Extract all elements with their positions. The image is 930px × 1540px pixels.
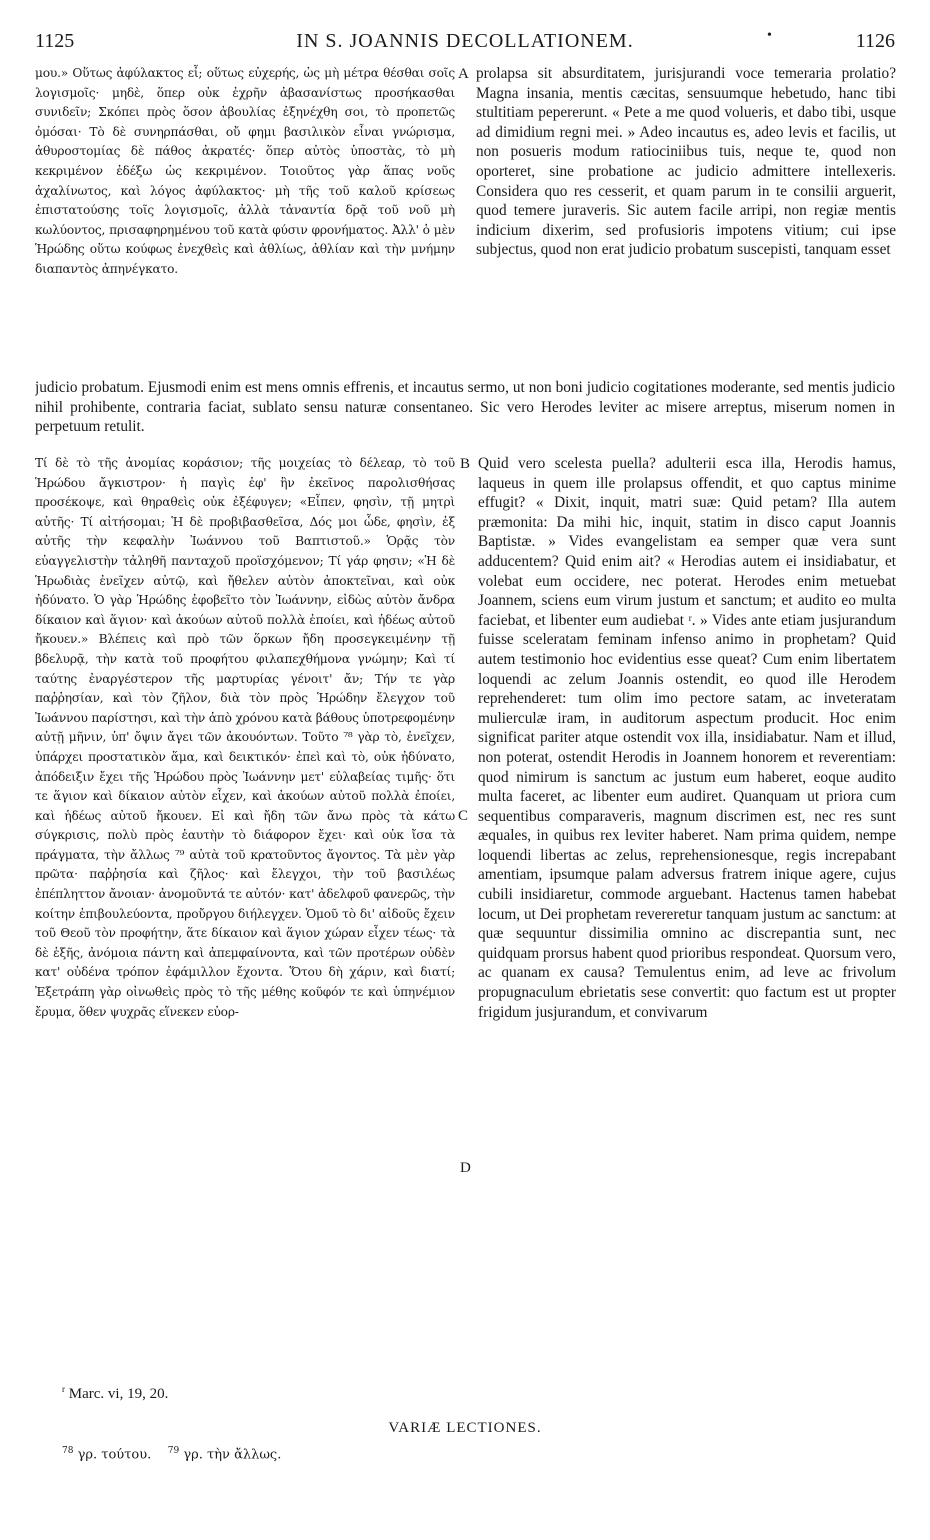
margin-marker-d: D [460, 1160, 471, 1176]
margin-marker-c: C [458, 808, 469, 824]
variant-79-number: 79 [167, 1446, 180, 1456]
page-number-left: 1125 [35, 30, 75, 52]
variae-lectiones-title: VARIÆ LECTIONES. [388, 1420, 542, 1436]
full-width-latin-paragraph: judicio probatum. Ejusmodi enim est mens omnis effrenis, et incautus sermo, ut non boni judicio cogitationes moderante, sed mentis judicio nihil prohibente, contraria faciat, sublato sensu naturæ consentaneo. Sic vero Herodes leviter ac misere arreptus, miserum nomen in perpetuum retulit. [35, 379, 895, 436]
page-number-right: 1126 [855, 30, 895, 52]
variant-79-text: γρ. τὴν ἄλλως. [183, 1447, 282, 1463]
margin-marker-b: B [460, 456, 471, 472]
running-title: IN S. JOANNIS DECOLLATIONEM. [296, 30, 634, 52]
variant-78-number: 78 [62, 1446, 74, 1456]
latin-column-section1: prolapsa sit absurditatem, jurisjurandi voce temeraria prolatio? Magna insania, mentis cæcitas, sensuumque hebetudo, hanc tibi stultitiam pepererunt. « Pete a me quod volueris, et dabo tibi, usque ad dimidium regni mei. » Adeo incautus es, adeo levis et facilis, ut non posueris modum ratiociniibus tuis, neque te, quod non oporteret, sine probatione ac judicio admittere intellexeris. Considera quo res cesserit, et quam parum in te consilii arguerit, quod temere juraveris. Sic autem facile arripi, non regiæ mentis indicium dixerim, sed profusioris impotens vitium; cui ipse subjectus, quod non erat judicio probatum suscepisti, tanquam esset [476, 65, 896, 259]
running-header [35, 30, 895, 56]
variant-78-text: γρ. τούτου. [77, 1447, 152, 1463]
footnote-text: Marc. vi, 19, 20. [68, 1386, 169, 1402]
variae-lectiones-list [62, 1446, 281, 1462]
footnote-marker: r [62, 1384, 65, 1394]
greek-column-section1: μου.» Οὕτως ἀφύλακτος εἶ; οὕτως εὐχερής, ὡς μὴ μέτρα θέσθαι σοῖς λογισμοῖς· μηδὲ, ὅπερ οὐκ ἐχρῆν ἀβασανίστως προσήκασθαι συνιδεῖν; Σκόπει πρὸς ὅσον ἀβουλίας ἐξηνέχθη σοι, τὸ προπετῶς ὀμόσαι· Τὸ δὲ συνηρπάσθαι, οὔ φημι βασιλικὸν εἶναι γνώρισμα, ἀθυροστομίας δὲ πάθος ἀκρατές· ὅπερ αὐτὸς ὑποστὰς, τὸ μὴ κεκριμένον ἐδέξω ὡς κεκριμένον. Τοιοῦτος γὰρ ἅπας νοῦς ἀχαλίνωτος, καὶ λόγος ἀφύλακτος· μὴ τῆς τοῦ καλοῦ κρίσεως ἐπιστατούσης τοῖς λογισμοῖς, ἀλλὰ τἀναντία δρᾷ τοῦ νοῦ μὴ κωλύοντος, πρισαφηρημένου τοῦ κατὰ φύσιν φρονήματος. Ἀλλ' ὁ μὲν Ἡρώδης οὕτω κούφως ἐνεχθεὶς καὶ ἀθλίως, ἀθλίαν καὶ τὴν μνήμην διαπαντὸς ἀπηνέγκατο. [35, 66, 455, 276]
latin-column-section2: Quid vero scelesta puella? adulterii esca illa, Herodis hamus, laqueus in quem ille prolapsus offendit, et quo captus minime effugit? « Dixit, inquit, matri suæ: Quid petam? Illa autem præmonita: Da mihi hic, inquit, statim in disco caput Joannis Baptistæ. » Vides evangelistam ea semper quæ vera sunt adducentem? Quid enim ait? « Herodias autem ei insidiabatur, et volebat eum occidere, nec poterat. Herodes enim metuebat Joannem, sciens eum virum justum et sanctum; et audito eo multa faciebat, et libenter eum audiebat ʳ. » Vides ante etiam jusjurandum fuisse sceleratam feminam infenso animo in prophetam? Quid autem testimonio hoc evidentius esse queat? Cum enim libertatem loquendi ac zelum Joannis ostendit, eo quod ille Herodem reprehenderet: tum olim imo pectore satam, ac inveteratam mulierculæ iram, in auditorum aspectum producit. Hoc enim significat pariter atque ostendit vox illa, insidiabatur. Nam et illud, non poterat, ostendit Herodis in Joannem honorem et reverentiam: quod nimirum is sanctum ac justum eum haberet, eoque audito multa faceret, ac libenter eum audiret. Quanquam ut priora cum sequentibus comparaveris, magnum discrimen est, nec res sunt æquales, in quibus rex leviter haberet. Nam prima quidem, nempe loquendi libertas ac zelus, reprehensionesque, regis increpabant amentiam, ipsumque palam adversus fratrem inique agere, cujus cubili insidiaretur, commode arguebant. Hactenus tamen habebat locum, ut Dei prophetam revereretur tanquam justum ac sanctum: at quæ sequuntur dissimilia omnino ac discrepantia sunt, nec quidquam prorsus habent quod prioribus respondeat. Quorsum vero, ac quanam ex causa? Temulentus enim, ad leve ac frivolum propugnaculum ebrietatis sese convertit: quo factum est ut propter frigidum jusjurandum, et convivarum [478, 455, 896, 1021]
header-dot: • [767, 28, 772, 43]
margin-marker-a: A [458, 66, 469, 82]
footnote [62, 1384, 168, 1403]
greek-column-section2: Τί δὲ τὸ τῆς ἀνομίας κοράσιον; τῆς μοιχείας τὸ δέλεαρ, τὸ τοῦ Ἡρώδου ἄγκιστρον· ἡ παγὶς ἐφ' ἣν ἐκεῖνος παρολισθήσας προσέκοψε, καὶ θηραθεὶς οὐκ ἐξέφυγεν; «Εἶπεν, φησὶν, τῇ μητρὶ αὐτῆς· Τί αἰτήσομαι; Ἡ δὲ προβιβασθεῖσα, Δός μοι ὧδε, φησὶν, ἐξ αὐτῆς τὴν κεφαλὴν Ἰωάννου τοῦ Βαπτιστοῦ.» Ὁρᾷς τὸν εὐαγγελιστὴν τἀληθῆ πανταχοῦ προϊσχόμενον; Τί γάρ φησιν; «Ἡ δὲ Ἡρωδιὰς ἐνεῖχεν αὐτῷ, καὶ ἤθελεν αὐτὸν ἀποκτεῖναι, καὶ οὐκ ἠδύνατο. Ὁ γὰρ Ἡρώδης ἐφοβεῖτο τὸν Ἰωάννην, εἰδὼς αὐτὸν ἄνδρα δίκαιον καὶ ἅγιον· καὶ ἀκούων αὐτοῦ πολλὰ ἐποίει, καὶ ἡδέως αὐτοῦ ἤκουεν.» Βλέπεις καὶ πρὸ τῶν ὅρκων ἤδη προσεγκειμένην τῇ βδελυρᾷ, τὴν κατὰ τοῦ προφήτου φιλαπεχθήμονα γνώμην; Καὶ τί ταύτης ἐναργέστερον τῆς μαρτυρίας γένοιτ' ἄν; Τήν τε γὰρ παῤῥησίαν, καὶ τὸν ζῆλον, διὰ τὸν πρὸς Ἡρώδην ἔλεγχον τοῦ Ἰωάννου παρίστησι, καὶ τὴν ἀπὸ χρόνου κατὰ βάθους ὑποτρεφομένην αὐτῇ μῆνιν, ὑπ' ὄψιν ἄγει τῶν ἀκουόντων. Τοῦτο ⁷⁸ γὰρ τὸ, ἐνεῖχεν, ὑπάρχει προστατικὸν ἅμα, καὶ δεικτικόν· ἐπεὶ καὶ τὸ, οὐκ ἠδύνατο, ἀπόδειξιν ἔχει τῆς Ἡρώδου πρὸς Ἰωάννην μετ' εὐλαβείας τιμῆς· ὅτι τε ἅγιον καὶ δίκαιον αὐτὸν εἶχεν, καὶ ἀκούων αὐτοῦ πολλὰ ἐποίει, καὶ ἡδέως αὐτοῦ ἤκουεν. Εἰ καὶ ἤδη τῶν ἄνω πρὸς τὰ κάτω σύγκρισις, πολὺ πρὸς ἑαυτὴν τὸ διάφορον ἔχει· καὶ οὐκ ἴσα τὰ πράγματα, τὴν ἄλλως ⁷⁹ αὐτὰ τοῦ κρατοῦντος ἄγοντος. Τὰ μὲν γὰρ πρῶτα· παῤῥησία καὶ ζῆλος· καὶ ἔλεγχοι, τὴν τοῦ βασιλέως ἐπέπληττον ἄνοιαν· ἀνομοῦντά τε αὐτόν· κατ' ἀδελφοῦ φανερῶς, τὴν κοίτην ἐπιβουλεύοντα, προὔργου διήλεγχεν. Ὁμοῦ τὸ δι' αἰδοῦς ἔχειν τοῦ Θεοῦ τὸν προφήτην, ἅτε δίκαιον καὶ ἅγιον χώραν εἶχεν τέως· τὰ δὲ ἑξῆς, ἀνόμοια πάντη καὶ ἀπεμφαίνοντα, καὶ τῶν προτέρων οὐδὲν κατ' οὐδένα τρόπον ἐφάμιλλον ἔχοντα. Ὅτου δὴ χάριν, καὶ διατί; Ἐξετράπη γὰρ οἰνωθεὶς πρὸς τὸ τῆς μέθης κοῦφόν τε καὶ ὑπηνέμιον ἔρυμα, ὅθεν ψυχρᾶς εἵνεκεν εὐορ- [35, 456, 455, 1019]
